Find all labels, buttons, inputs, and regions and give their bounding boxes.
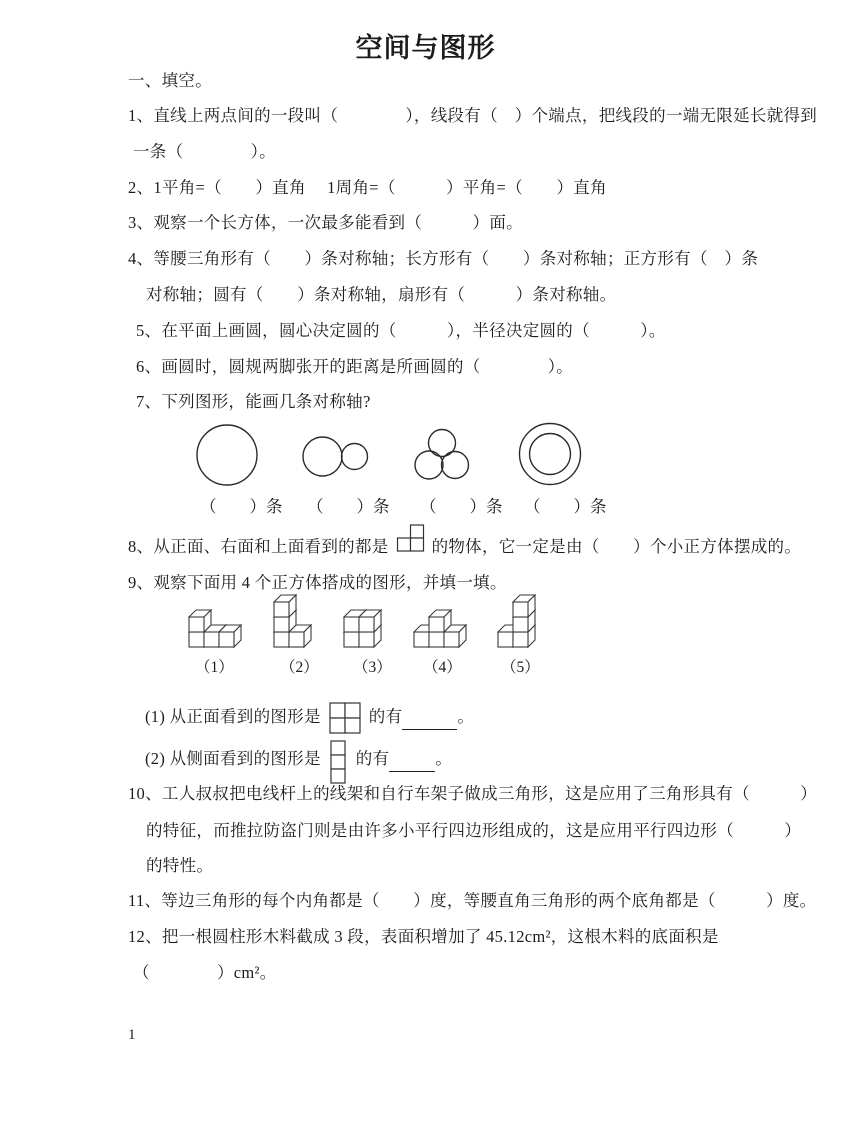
question-9-sub-2-mid: 的有 (355, 749, 390, 768)
question-9-sub-1 (145, 700, 474, 734)
section-heading: 一、填空。 (128, 71, 212, 90)
question-1-line-2: 一条（ ）。 (133, 142, 276, 161)
l-triomino-icon (396, 530, 425, 564)
answer-slot-2: （ ）条 (307, 497, 390, 516)
question-2: 2、1平角=（ ）直角 1周角=（ ）平角=（ ）直角 (128, 178, 607, 197)
question-9-sub-2-end: 。 (435, 749, 453, 768)
cube-figure-label-4: （4） (423, 659, 462, 676)
question-3: 3、观察一个长方体，一次最多能看到（ ）面。 (128, 213, 523, 232)
cube-figure-label-3: （3） (353, 659, 392, 676)
question-9-sub-1-end: 。 (457, 707, 475, 726)
cube-figure-2 (273, 594, 312, 648)
cube-figure-5 (497, 594, 536, 648)
question-8 (128, 530, 801, 564)
question-10-line-3: 的特性。 (146, 856, 214, 875)
question-4-line-2: 对称轴；圆有（ ）条对称轴，扇形有（ ）条对称轴。 (146, 285, 617, 304)
question-4-line-1: 4、等腰三角形有（ ）条对称轴；长方形有（ ）条对称轴；正方形有（ ）条 (128, 249, 759, 268)
question-7: 7、下列图形，能画几条对称轴? (136, 392, 371, 411)
answer-slot-3: （ ）条 (420, 497, 503, 516)
answer-slot-1: （ ）条 (200, 497, 283, 516)
blank-underline (402, 719, 457, 730)
page-number: 1 (128, 1027, 136, 1043)
cube-figure-label-1: （1） (195, 659, 234, 676)
question-12-line-2: （ ）cm²。 (133, 963, 277, 982)
question-10-line-2: 的特征，而推拉防盗门则是由许多小平行四边形组成的，这是应用平行四边形（ ） (146, 821, 802, 840)
question-11: 11、等边三角形的每个内角都是（ ）度，等腰直角三角形的两个底角都是（ ）度。 (128, 891, 817, 910)
question-9: 9、观察下面用 4 个正方体搭成的图形，并填一填。 (128, 573, 507, 592)
symmetry-figures-svg (180, 413, 620, 497)
figure-large-circle (197, 425, 257, 485)
figure-concentric-circles (520, 424, 581, 485)
question-9-sub-1-mid: 的有 (368, 707, 403, 726)
doc-title: 空间与图形 (355, 33, 496, 63)
question-9-sub-2 (145, 742, 452, 776)
figure-two-tangent-circles (303, 437, 368, 476)
cube-figure-label-5: （5） (501, 659, 540, 676)
question-9-sub-2-before: (2) 从侧面看到的图形是 (145, 749, 321, 768)
blank-underline (389, 761, 435, 772)
column-3-icon (330, 742, 347, 776)
question-1-line-1: 1、直线上两点间的一段叫（ ），线段有（ ）个端点，把线段的一端无限延长就得到 (128, 106, 818, 125)
question-8-before: 8、从正面、右面和上面看到的都是 (128, 537, 389, 556)
grid-2x2-icon (329, 700, 361, 734)
question-8-after: 的物体，它一定是由（ ）个小正方体摆成的。 (431, 537, 802, 556)
question-10-line-1: 10、工人叔叔把电线杆上的线架和自行车架子做成三角形，这是应用了三角形具有（ ） (128, 784, 818, 803)
question-5: 5、在平面上画圆，圆心决定圆的（ ），半径决定圆的（ ）。 (136, 321, 666, 340)
question-6: 6、画圆时，圆规两脚张开的距离是所画圆的（ ）。 (136, 357, 574, 376)
figure-three-overlapping-circles (415, 430, 469, 480)
cube-figure-3 (343, 609, 382, 648)
question-12-line-1: 12、把一根圆柱形木料截成 3 段，表面积增加了 45.12cm²，这根木料的底面积是 (128, 927, 719, 946)
question-9-sub-1-before: (1) 从正面看到的图形是 (145, 707, 321, 726)
answer-slot-4: （ ）条 (524, 497, 607, 516)
cube-figure-4 (413, 609, 467, 648)
cube-figure-1 (188, 609, 242, 648)
cube-figure-label-2: （2） (280, 659, 319, 676)
